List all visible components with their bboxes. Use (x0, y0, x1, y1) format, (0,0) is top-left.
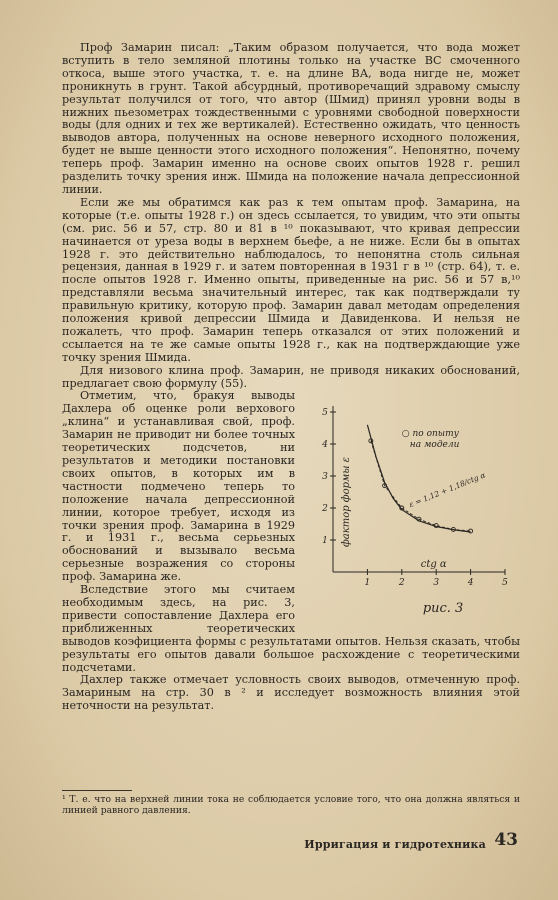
paragraph-5: Вследствие этого мы считаем необходимым здесь, на рис. 3, привести сопоставление Дахлера его приближенных теоретических выводов коэфициента формы с результатами опытов. Нельзя сказать, чтобы результаты его опытов давали большое расхождение с теоретическими подсчетами. (62, 583, 520, 674)
x-tick-label: 2 (398, 578, 405, 589)
figure-3 (305, 394, 520, 622)
curve-label: ε = 1,12 + 1,18/ctg α (407, 470, 487, 510)
journal-title: Ирригация и гидротехника (304, 838, 486, 851)
x-tick-label: 1 (364, 578, 371, 589)
footnote-rule (62, 790, 132, 791)
body-text (62, 42, 520, 713)
figure-caption: рис. 3 (422, 601, 464, 617)
x-tick-label: 5 (502, 578, 508, 589)
y-tick-label: 4 (322, 440, 328, 451)
paragraph-4: Отметим, что, бракуя выводы Дахлера об оценке роли верхового „клина“ и устанавливая свой, проф. Замарин не приводит ни более точных теоретических подсчетов, ни результатов и методики постановки своих опытов, в которых им в частности подмечено теперь то положение начала депрессионной линии, которое требует, исходя из точки зрения проф. Замарина в 1929 г. и 1931 г., весьма серьезных обоснований и вызывало весьма серьезные возражения со стороны проф. Замарина же. (62, 389, 295, 584)
page-number: 43 (494, 830, 518, 850)
y-tick-label: 5 (322, 408, 328, 419)
y-tick-label: 3 (322, 472, 328, 483)
x-axis-label: ctg α (420, 559, 447, 571)
footnote: ¹ Т. е. что на верхней линии тока не соблюдается условие того, что она должна являться и линией равного давления. (62, 794, 520, 816)
paragraph-2: Если же мы обратимся как раз к тем опытам проф. Замарина, на которые (т.е. опыты 1928 г.) он здесь ссылается, то увидим, что эти опыты (см. рис. 56 и 57, стр. 80 и 81 в ¹⁰ показывают, что кривая депрессии начинается от уреза воды в верхнем бьефе, а не ниже. Если бы в опытах 1928 г. это действительно наблюдалось, то непонятна столь сильная рецензия, данная в 1929 г. и затем повторенная в 1931 г в ¹⁰ (стр. 64), т. е. после опытов 1928 г. Именно опыты, приведенные на рис. 56 и 57 в,¹⁰ представляли весьма значительный интерес, так как подтверждали ту правильную критику, которую проф. Замарин давал методам определения положения кривой депрессии Шмида и Давиденкова. И нельзя не пожалеть, что проф. Замарин теперь отказался от этих положений и ссылается на те же самые опыты 1928 г., как на подтверждающие уже точку зрения Шмида. (62, 195, 520, 364)
x-tick-label: 3 (433, 578, 440, 589)
y-axis-label: фактор формы ε (341, 457, 352, 548)
paragraph-1: Проф Замарин писал: „Таким образом получается, что вода может вступить в тело земляной плотины только на участке ВС смоченного откоса, выше этого участка, т. е. на длине ВА, вода нигде не, может проникнуть в грунт. Такой абсурдный, противоречащий здравому смыслу результат получился от того, что автор (Шмид) принял уровни воды в нижних пьезометрах тождественными с уровнями свободной поверхности воды (для одних и тех же вертикалей). Естественно ожидать, что ценность выводов автора, полученных на основе неверного исходного положения, будет не выше ценности этого исходного положения“. Непонятно, почему теперь проф. Замарин именно на основе своих опытов 1928 г. решил разделить точку зрения инж. Шмида на положение начала депрессионной линии. (62, 41, 520, 196)
legend-label (402, 429, 460, 450)
paragraph-6: Дахлер также отмечает условность своих выводов, отмеченную проф. Замариным на стр. 30 в ² и исследует возможность влияния этой неточности на результат. (62, 673, 520, 713)
paragraph-3: Для низового клина проф. Замарин, не приводя никаких обоснований, предлагает свою формулу (55). (62, 363, 520, 390)
figure-3-chart (305, 394, 520, 622)
y-tick-label: 1 (322, 536, 328, 547)
x-tick-label: 4 (467, 578, 474, 589)
y-tick-label: 2 (322, 504, 328, 515)
legend-line-2: на модели (409, 440, 460, 451)
legend-line-1: ○ по опыту (401, 429, 459, 440)
